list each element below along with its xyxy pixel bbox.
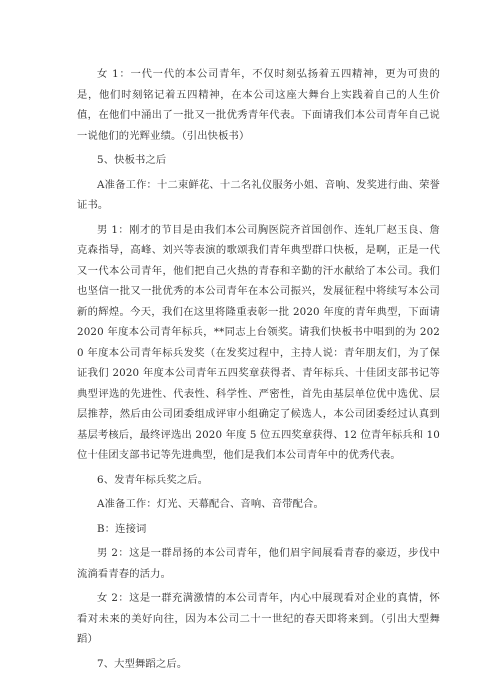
- paragraph-female2: 女 2：这是一群充满激情的本公司青年，内心中展现看对企业的真情，怀看对未来的美好向往，因为本公司二十一世纪的春天即将来到。（引出大型舞蹈）: [77, 588, 440, 650]
- section-heading-6: 6、发青年标兵奖之后。: [77, 470, 440, 491]
- section-heading-7: 7、大型舞蹈之后。: [77, 654, 440, 674]
- paragraph-prep-work-a: A准备工作：十二束鲜花、十二名礼仪服务小姐、音响、发奖进行曲、荣誉证书。: [77, 175, 440, 216]
- paragraph-connector-b: B：连接词: [77, 519, 440, 540]
- section-heading-5: 5、快板书之后: [77, 150, 440, 171]
- paragraph-male1-award: 男 1：刚才的节目是由我们本公司胸医院齐首国创作、连轧厂赵玉良、詹克森指导，高峰、刘兴等表演的歌颂我们青年典型群口快板，是啊，正是一代又一代本公司青年，他们把自己火热的青春和辛勤的汗水献给了本公司。我们也坚信一批又一批优秀的本公司青年在本公司振兴，发展征程中将续写本公司新的辉煌。今天，我们在这里将隆重表彰一批 2020 年度的青年典型，下面请 2020 年度本公司青年标兵，**同志上台领奖。请我们快板书中唱到的为 2020 年度本公司青年标兵发奖（在发奖过程中，主持人说：青年朋友们，为了保证我们 2020 年度本公司青年五四奖章获得者、青年标兵、十佳团支部书记等典型评选的先进性、代表性、科学性、严密性，首先由基层单位优中选优、层层推荐，然后由公司团委组成评审小组确定了候选人，本公司团委经过认真到基层考核后，最终评选出 2020 年度 5 位五四奖章获得、12 位青年标兵和 10 位十佳团支部书记等先进典型，他们是我们本公司青年中的优秀代表。: [77, 220, 440, 466]
- paragraph-female1-intro: 女 1：一代一代的本公司青年，不仅时刻弘扬着五四精神，更为可贵的是，他们时刻铭记着五四精神，在本公司这座大舞台上实践着自己的人生价值，在他们中涌出了一批又一批优秀青年代表。下面请我们本公司青年自己说一说他们的光辉业绩。（引出快板书）: [77, 64, 440, 146]
- paragraph-male2: 男 2：这是一群昂扬的本公司青年，他们眉宇间展看青春的豪迈，步伐中流淌看青春的活力。: [77, 543, 440, 584]
- paragraph-prep-work-lighting: A准备工作：灯光、天幕配合、音响、音带配合。: [77, 494, 440, 515]
